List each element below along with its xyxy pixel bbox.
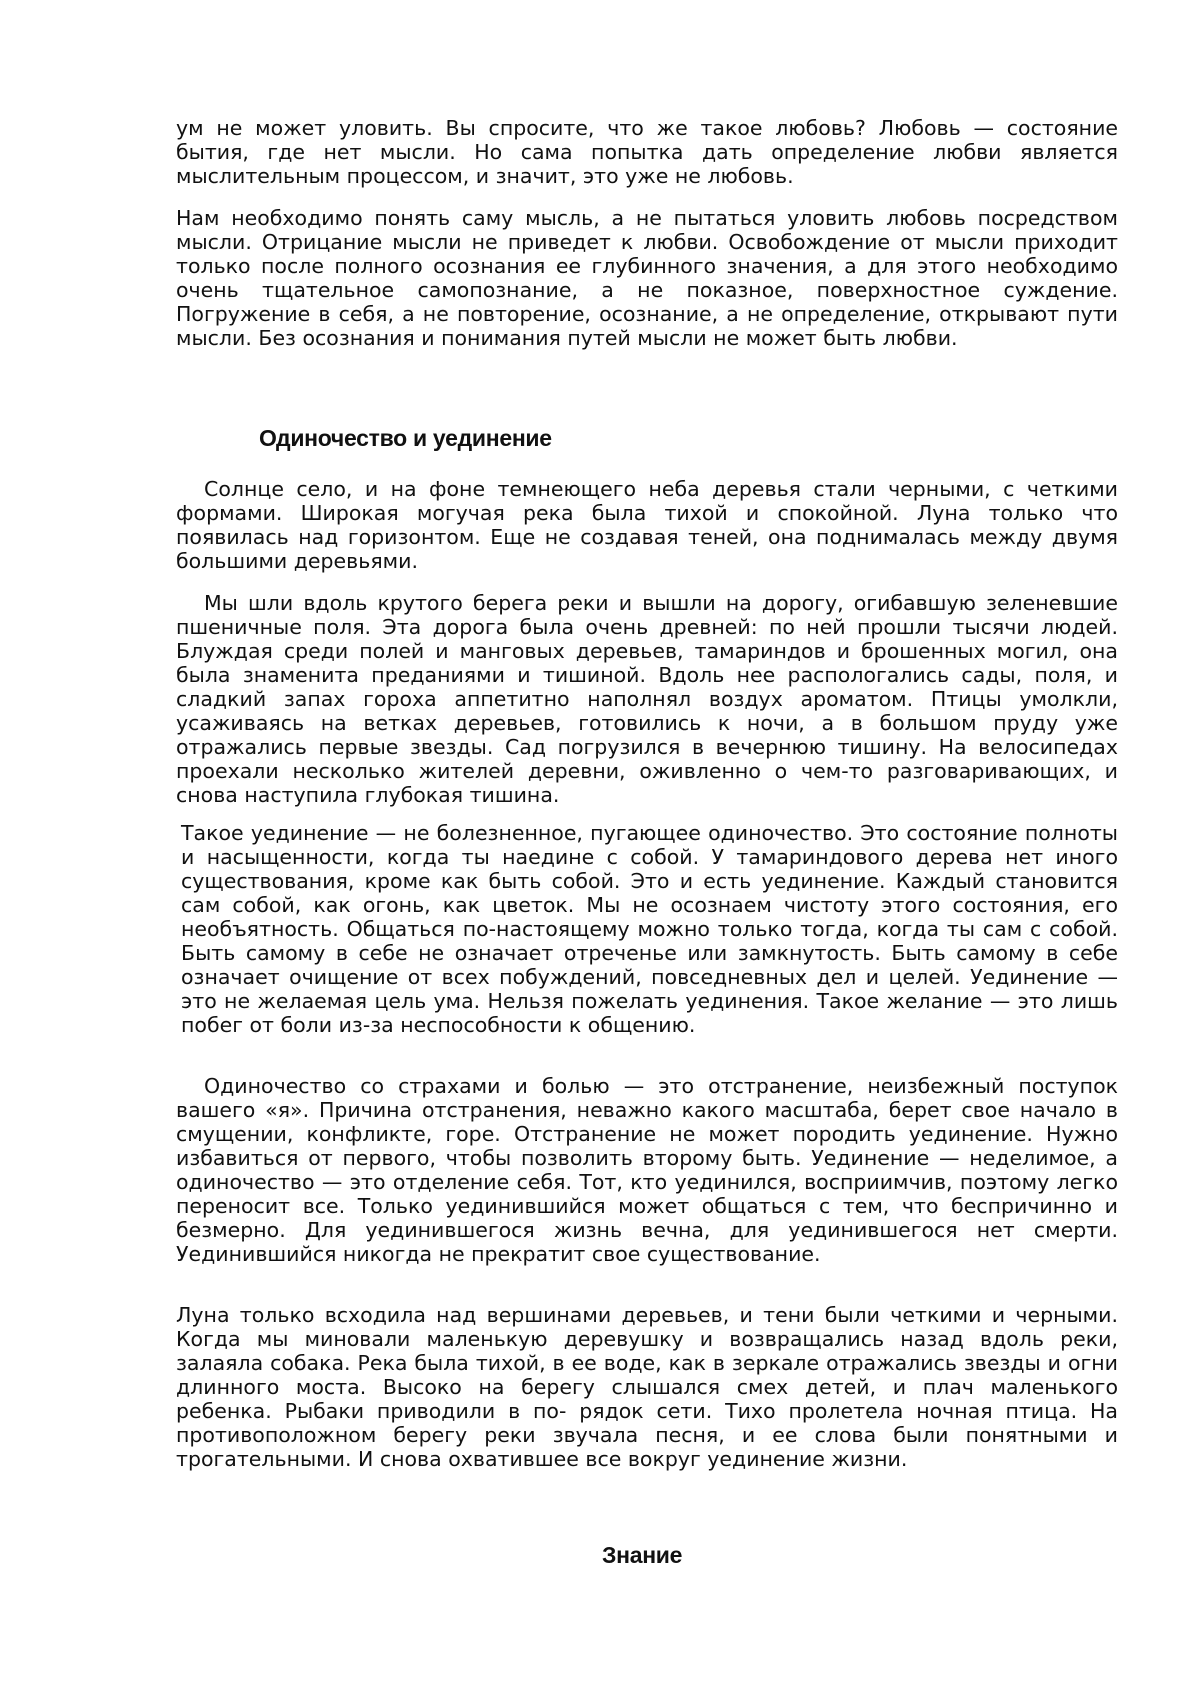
section-heading: Одиночество и уединение bbox=[259, 425, 552, 451]
paragraph: Одиночество со страхами и болью — это отстранение, неизбежный поступок вашего «я». Причина отстранения, неважно какого масштаба, берет свое начало в смущении, конфликте, горе. Отстранение не может породить уединение. Нужно избавиться от первого, чтобы позволить второму быть. Уединение — неделимое, а одиночество — это отделение себя. Тот, кто уединился, восприимчив, поэтому легко переносит все. Только уединившийся может общаться с тем, что беспричинно и безмерно. Для уединившегося жизнь вечна, для уединившегося нет смерти. Уединившийся никогда не прекратит свое существование. bbox=[176, 1074, 1118, 1266]
paragraph: Луна только всходила над вершинами деревьев, и тени были четкими и черными. Когда мы миновали маленькую деревушку и возвращались назад вдоль реки, залаяла собака. Река была тихой, в ее воде, как в зеркале отражались звезды и огни длинного моста. Высоко на берегу слышался смех детей, и плач маленького ребенка. Рыбаки приводили в по- рядок сети. Тихо пролетела ночная птица. На противоположном берегу реки звучала песня, и ее слова были понятными и трогательными. И снова охватившее все вокруг уединение жизни. bbox=[176, 1303, 1118, 1471]
paragraph: Солнце село, и на фоне темнеющего неба деревья стали черными, с четкими формами. Широкая могучая река была тихой и спокойной. Луна только что появилась над горизонтом. Еще не создавая теней, она поднималась между двумя большими деревьями. bbox=[176, 477, 1118, 573]
paragraph: ум не может уловить. Вы спросите, что же такое любовь? Любовь — состояние бытия, где нет мысли. Но сама попытка дать определение любви является мыслительным процессом, и значит, это уже не любовь. bbox=[176, 116, 1118, 188]
section-heading: Знание bbox=[602, 1542, 683, 1568]
paragraph: Мы шли вдоль крутого берега реки и вышли на дорогу, огибавшую зеленевшие пшеничные поля. Эта дорога была очень древней: по ней прошли тысячи людей. Блуждая среди полей и манговых деревьев, тамариндов и брошенных могил, она была знаменита преданиями и тишиной. Вдоль нее распологались сады, поля, и сладкий запах гороха аппетитно наполнял воздух ароматом. Птицы умолкли, усаживаясь на ветках деревьев, готовились к ночи, а в большом пруду уже отражались первые звезды. Сад погрузился в вечернюю тишину. На велосипедах проехали несколько жителей деревни, оживленно о чем-то разговаривающих, и снова наступила глубокая тишина. bbox=[176, 591, 1118, 807]
paragraph: Такое уединение — не болезненное, пугающее одиночество. Это состояние полноты и насыщенности, когда ты наедине с собой. У тамариндового дерева нет иного существования, кроме как быть собой. Это и есть уединение. Каждый становится сам собой, как огонь, как цветок. Мы не осознаем чистоту этого состояния, его необъятность. Общаться по-настоящему можно только тогда, когда ты сам с собой. Быть самому в себе не означает отреченье или замкнутость. Быть самому в себе означает очищение от всех побуждений, повседневных дел и целей. Уединение — это не желаемая цель ума. Нельзя пожелать уединения. Такое желание — это лишь побег от боли из-за неспособности к общению. bbox=[181, 821, 1118, 1037]
paragraph: Нам необходимо понять саму мысль, а не пытаться уловить любовь посредством мысли. Отрицание мысли не приведет к любви. Освобождение от мысли приходит только после полного осознания ее глубинного значения, а для этого необходимо очень тщательное самопознание, а не показное, поверхностное суждение. Погружение в себя, а не повторение, осознание, а не определение, открывают пути мысли. Без осознания и понимания путей мысли не может быть любви. bbox=[176, 206, 1118, 350]
